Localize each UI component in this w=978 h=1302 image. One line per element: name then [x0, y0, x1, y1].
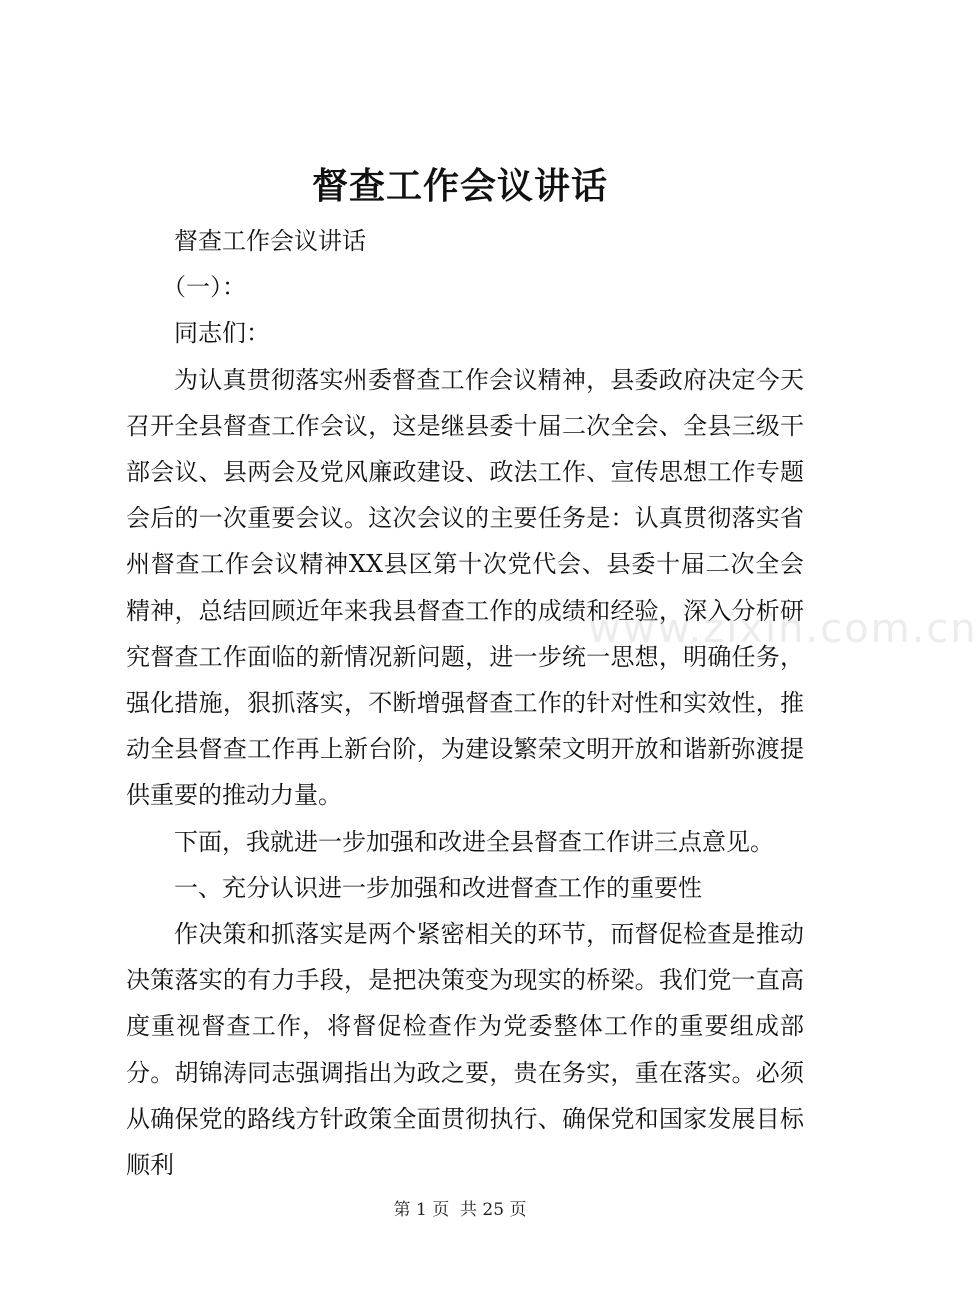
watermark-text: www.zixin.com.cn [588, 606, 978, 652]
paragraph-section-number: （一）： [162, 273, 246, 302]
paragraph-heading-one: 一、充分认识进一步加强和改进督查工作的重要性 [174, 873, 702, 902]
footer-page-suffix: 页 [509, 1200, 527, 1220]
paragraph-section-one-body: 作决策和抓落实是两个紧密相关的环节，而督促检查是推动决策落实的有力手段，是把决策变为现实的桥梁。我们党一直高度重视督查工作，将督促检查作为党委整体工作的重要组成部分。胡锦涛同志强调指出为政之要，贵在务实，重在落实。必须从确保党的路线方针政策全面贯彻执行、确保党和国家发展目标顺利 [126, 920, 804, 1180]
footer-page-total: 25 [482, 1200, 505, 1220]
document-body [126, 218, 804, 1188]
paragraph-intro: 为认真贯彻落实州委督查工作会议精神，县委政府决定今天召开全县督查工作会议，这是继县委十届二次全会、全县三级干部会议、县两会及党风廉政建设、政法工作、宣传思想工作专题会后的一次重要会议。这次会议的主要任务是：认真贯彻落实省州督查工作会议精神XX县区第十次党代会、县委十届二次全会精神，总结回顾近年来我县督查工作的成绩和经验，深入分析研究督查工作面临的新情况新问题，进一步统一思想，明确任务，强化措施，狠抓落实，不断增强督查工作的针对性和实效性，推动全县督查工作再上新台阶，为建设繁荣文明开放和谐新弥渡提供重要的推动力量。 [126, 365, 804, 810]
paragraph-subtitle: 督查工作会议讲话 [174, 227, 366, 255]
footer-page-current: 1 [415, 1200, 427, 1220]
footer-page-prefix: 第 [393, 1200, 411, 1220]
footer-page-middle: 页 共 [432, 1200, 477, 1220]
page-footer [0, 1198, 920, 1222]
paragraph-salutation: 同志们： [174, 319, 270, 348]
paragraph-outline: 下面，我就进一步加强和改进全县督查工作讲三点意见。 [174, 827, 774, 856]
document-title: 督查工作会议讲话 [311, 165, 608, 207]
